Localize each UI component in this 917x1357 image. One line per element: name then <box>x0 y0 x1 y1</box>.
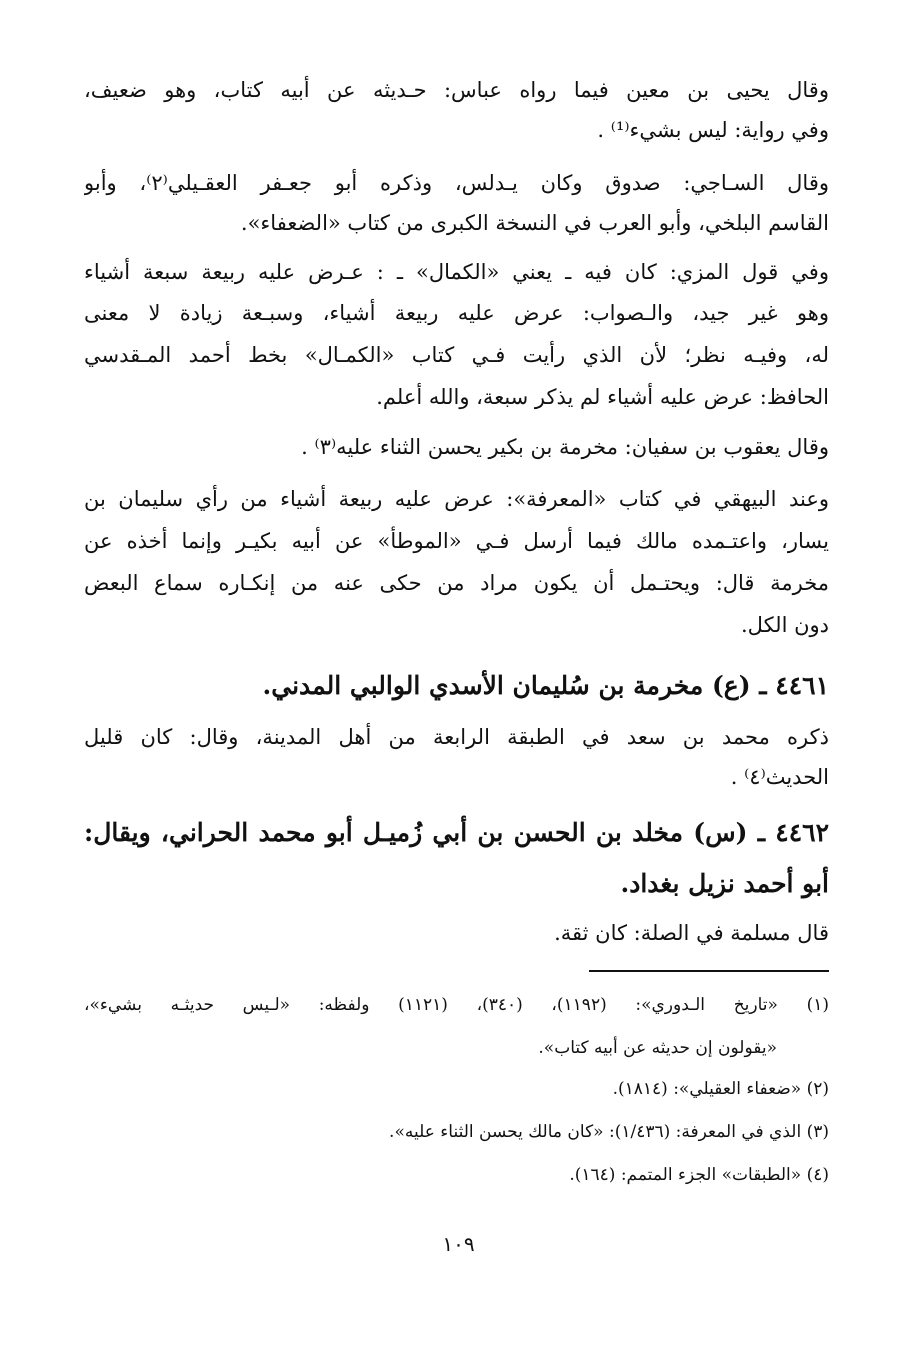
body-line: وعند البيهقي في كتاب «المعرفة»: عرض عليه ربيعة أشياء من رأي سليمان بن <box>84 487 829 511</box>
body-line: وقال السـاجي: صدوق وكان يـدلس، وذكره أبو جعـفر العقـيلي⁽٢⁾، وأبو <box>84 171 829 195</box>
body-line: مخرمة قال: ويحتـمل أن يكون مراد من حكى عنه من إنكـاره سماع البعض <box>84 571 829 595</box>
body-line: له، وفيـه نظر؛ لأن الذي رأيت فـي كتاب «الكمـال» بخط أحمد المـقدسي <box>84 343 829 367</box>
body-line: وقال يعقوب بن سفيان: مخرمة بن بكير يحسن الثناء عليه⁽٣⁾ . <box>301 435 829 459</box>
entry-heading: ٤٤٦٢ ـ (س) مخلد بن الحسن بن أبي زُميـل أبو محمد الحراني، ويقال: <box>84 818 829 847</box>
entry-heading: ٤٤٦١ ـ (ع) مخرمة بن سُليمان الأسدي الوالبي المدني. <box>262 671 829 700</box>
entry-heading: أبو أحمد نزيل بغداد. <box>620 869 829 898</box>
body-line: القاسم البلخي، وأبو العرب في النسخة الكبرى من كتاب «الضعفاء». <box>240 211 829 235</box>
body-line: وفي رواية: ليس بشيء⁽¹⁾ . <box>597 118 829 142</box>
footnote-line: «يقولون إن حديثه عن أبيه كتاب». <box>538 1038 777 1058</box>
footnote-line: (١) «تاريخ الـدوري»: (١١٩٢)، (٣٤٠)، (١١٢١) ولفظه: «لـيس حديثـه بشيء»، <box>84 995 829 1015</box>
body-line: ذكره محمد بن سعد في الطبقة الرابعة من أهل المدينة، وقال: كان قليل <box>84 725 829 749</box>
body-line: وفي قول المزي: كان فيه ـ يعني «الكمال» ـ : عـرض عليه ربيعة سبعة أشياء <box>84 260 829 284</box>
body-line: يسار، واعتـمده مالك فيما أرسل فـي «الموطأ» عن أبيه بكيـر وإنما أخذه عن <box>84 529 829 553</box>
footnote-separator <box>589 970 829 972</box>
page-number: ١٠٩ <box>442 1232 475 1256</box>
footnote-line: (٣) الذي في المعرفة: (١/٤٣٦): «كان مالك يحسن الثناء عليه». <box>389 1122 829 1142</box>
footnote-line: (٢) «ضعفاء العقيلي»: (١٨١٤). <box>612 1079 829 1099</box>
body-line: قال مسلمة في الصلة: كان ثقة. <box>554 921 829 945</box>
body-line: الحافظ: عرض عليه أشياء لم يذكر سبعة، والله أعلم. <box>376 385 829 409</box>
body-line: الحديث⁽٤⁾ . <box>730 765 829 789</box>
body-line: وهو غير جيد، والـصواب: عرض عليه ربيعة أشياء، وسبـعة زيادة لا معنى <box>84 301 829 325</box>
body-line: وقال يحيى بن معين فيما رواه عباس: حـديثه عن أبيه كتاب، وهو ضعيف، <box>84 78 829 102</box>
body-line: دون الكل. <box>741 613 829 637</box>
footnote-line: (٤) «الطبقات» الجزء المتمم: (١٦٤). <box>569 1165 829 1185</box>
